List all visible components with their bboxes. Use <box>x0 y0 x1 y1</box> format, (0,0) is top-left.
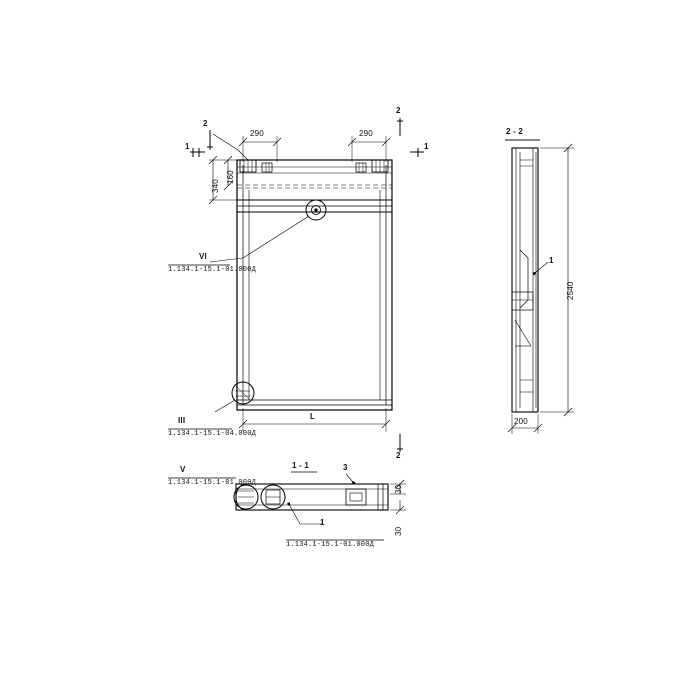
section-mark-top-left-2: 2 <box>203 119 208 128</box>
note-iii-line1: 1.134.1-15.1-04.000Д <box>168 430 257 438</box>
detail-mark-v: V <box>180 465 186 474</box>
section-2-2-label: 2 - 2 <box>506 127 524 136</box>
dim-width-200: 200 <box>514 417 528 426</box>
pos-mark-1-section11: 1 <box>320 518 325 527</box>
section-mark-top-right-2: 2 <box>396 106 401 115</box>
section-mark-bottom-2: 2 <box>396 451 401 460</box>
section-1-1-label: 1 - 1 <box>292 461 310 470</box>
detail-mark-iii: III <box>178 416 186 425</box>
note-section-1-1: 1.134.1-15.1-01.000Д <box>286 541 375 549</box>
section-mark-left-1: 1 <box>185 142 190 151</box>
note-vi-line1: 1.134.1-15.1-01.000Д <box>168 266 257 274</box>
dim-top-left-290: 290 <box>250 129 264 138</box>
dim-top-right-290: 290 <box>359 129 373 138</box>
pos-mark-1-section22: 1 <box>549 256 554 265</box>
pos-mark-3: 3 <box>343 463 348 472</box>
dim-right-top-30: 30 <box>394 484 403 494</box>
detail-mark-vi: VI <box>199 252 207 261</box>
dim-left-160: 160 <box>226 170 235 184</box>
dim-left-340: 340 <box>211 179 220 193</box>
dim-height-2540: 2540 <box>566 281 575 300</box>
dim-length-L: L <box>310 412 316 421</box>
section-mark-right-1: 1 <box>424 142 429 151</box>
dim-right-bottom-30: 30 <box>394 526 403 536</box>
note-v-line1: 1.134.1-15.1-01.000Д <box>168 479 257 487</box>
